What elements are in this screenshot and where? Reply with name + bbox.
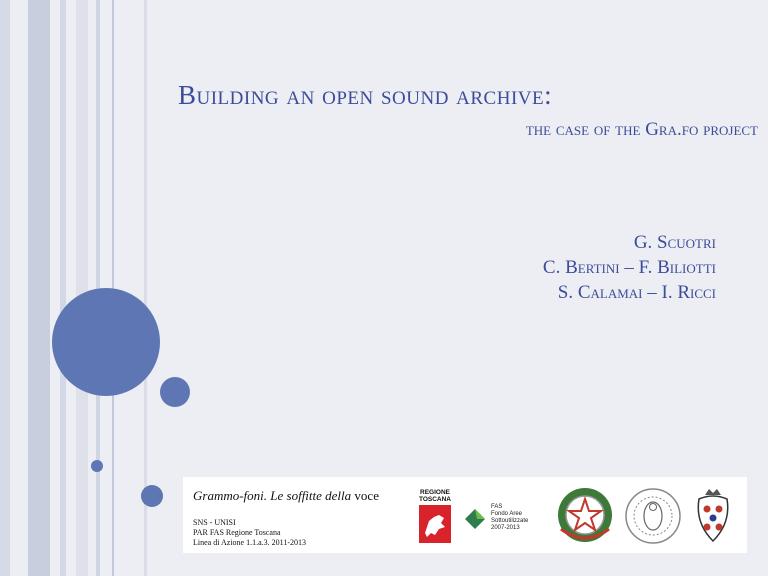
decorative-circles: [0, 0, 200, 576]
small-circle: [91, 460, 103, 472]
project-info-line-1: SNS - UNISI: [193, 518, 236, 527]
slide-title: Building an open sound archive:: [178, 80, 553, 110]
fas-text-2: Fondo Aree: [491, 511, 523, 517]
project-title: [193, 488, 379, 504]
authors-block: [543, 230, 716, 305]
regione-text-1: REGIONE: [420, 489, 450, 496]
slide-subtitle: the case of the Gra.fo project: [525, 119, 758, 140]
project-info-line-2: PAR FAS Regione Toscana: [193, 528, 281, 537]
regione-toscana-logo: [417, 487, 453, 545]
medium-circle: [160, 377, 190, 407]
medium-small-circle: [141, 485, 163, 507]
university-seal-logo: [623, 485, 683, 547]
fas-text-3: Sottoutilizzate: [491, 518, 529, 524]
author-line-3: S. Calamai – I. Ricci: [557, 282, 716, 303]
large-circle: [52, 288, 160, 396]
sns-crest-logo: [691, 487, 735, 545]
fas-logo: [463, 501, 541, 535]
project-title-italic: Grammo-foni. Le soffitte della: [193, 488, 352, 503]
project-title-normal: voce: [351, 488, 379, 503]
author-line-2: C. Bertini – F. Biliotti: [542, 257, 716, 278]
project-info: [193, 518, 306, 548]
regione-text-2: TOSCANA: [418, 496, 452, 503]
italian-emblem-logo: [555, 485, 615, 547]
author-line-1: G. Scuotri: [633, 232, 716, 253]
fas-text-4: 2007-2013: [491, 525, 520, 531]
fas-text-1: FAS: [491, 504, 503, 510]
project-info-line-3: Linea di Azione 1.1.a.3. 2011-2013: [193, 538, 307, 547]
footer-banner: [183, 477, 747, 553]
